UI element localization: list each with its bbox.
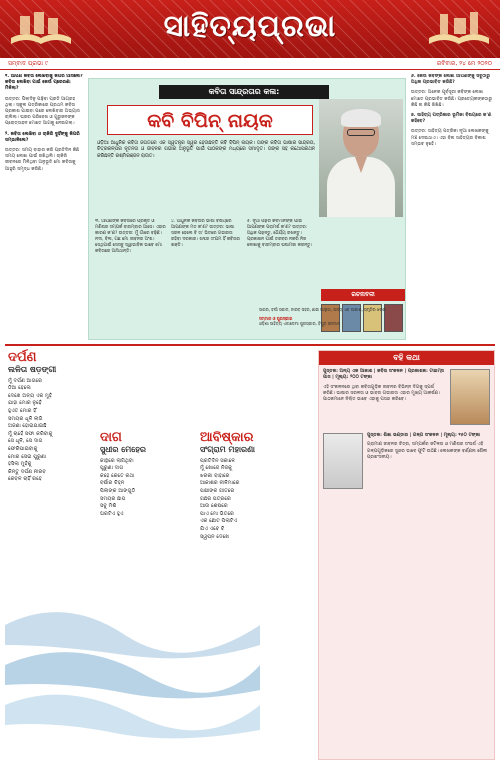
poem-line: ମୋର ସେଇ ପୁରୁଣା (8, 453, 47, 460)
open-book-icon (424, 8, 494, 50)
feature-box (88, 78, 406, 340)
poem-title: ଆବିଷ୍କାର (200, 430, 254, 445)
poem-author: ସଂଗ୍ରାମ ମହାରଣା (200, 445, 255, 454)
feature-kicker: କବିତା ସାନ୍ଦ୍ରତାର କଳା: (159, 85, 329, 99)
poem-line: ମୁଁ ଦର୍ପଣ ଆଗରେ (8, 377, 43, 384)
book-review (318, 350, 495, 760)
feature-col: ୩. ଆପଣଙ୍କ କବିତାରେ ପ୍ରକୃତି ଓ ମଣିଷର ସମ୍ପର୍କ ବାରମ୍ବାର ଆସେ। ଏହାର କାରଣ କ'ଣ? ଉତ୍ତର: ମୁଁ ଗାଁରେ ବଢ଼ିଛି। ନଦୀ, ବିଲ, ଗଛ ମୋ ଜୀବନର ଅଂଶ। ସେଥିପାଇଁ ସେସବୁ ସ୍ୱାଭାବିକ ଭାବେ ମୋ କବିତାରେ ଆସିଥାନ୍ତି। (95, 219, 166, 254)
poem-line: ଆକାଶର ନୀଳିମାରେ (200, 480, 240, 487)
question: ୧. ଆପଣ କବିତା ଲେଖିବାକୁ କିପରି ଆସିଲେ? କବିତା ଲେଖିବା ପାଇଁ କେଉଁ ପ୍ରେରଣା ମିଳିଲା? (5, 74, 83, 92)
poem-line: ଏକ ଛୋଟ ପିଲାଟିଏ (200, 518, 238, 525)
masthead (0, 0, 500, 58)
poem-line: ପକ୍ଷୀଙ୍କ ଗୀତରେ (200, 487, 235, 494)
author-photo (319, 99, 403, 217)
poem-title: ଦାଗ (100, 430, 122, 445)
poem-line: ସବୁ ମିଶି (100, 503, 117, 510)
poem-line: ପ୍ରତିଦିନ ସକାଳେ (200, 457, 236, 464)
poem-title: ଦର୍ପଣ (8, 350, 37, 365)
poem-line: ପାଏ ମୋ ଭିତରେ (200, 510, 234, 517)
poem-line: ଯାହା ମୋର ନୁହେଁ (8, 400, 42, 407)
poem-line: ଗଛର ପତ୍ରରେ (200, 495, 231, 502)
page-label: ସମ୍ବାଦ ପ୍ରଭା ୯ (8, 60, 48, 67)
answer: ଉତ୍ତର: ସାହିତ୍ୟ ପତ୍ରିକା ନୂଆ ଲେଖକଙ୍କୁ ମଞ୍ଚ ଦେଇଥାଏ। ଏହା ବିନା ସାହିତ୍ୟର ବିକାଶ ସମ୍ଭବ ନୁହେଁ। (411, 129, 489, 147)
awards-title: ସମ୍ମାନ ଓ ପୁରସ୍କାର (259, 315, 293, 321)
poem-line: କିନ୍ତୁ ଦର୍ପଣ ନୀରବ (8, 468, 46, 475)
answer: ଉତ୍ତର: ସମୟ ବାହାର କରି ପ୍ରତିଦିନ କିଛି ସମୟ ଲେଖା ପାଇଁ ରଖିଥିଲି। ଚାକିରି ଜୀବନରେ ମିଳିଥିବା ଅନୁଭୂତି ମୋ କବିତାକୁ ଆହୁରି ସମୃଦ୍ଧ କରିଛି। (5, 148, 80, 172)
poem-line: ମୁଁ ଚାହେଁ ସଫା କରିବାକୁ (8, 430, 53, 437)
feature-col: ୪. ଆଧୁନିକ କବିତାର ଭାଷା ବିଷୟରେ ଆପଣଙ୍କ ମତ କ'ଣ? ଉତ୍ତର: ଭାଷା ସରଳ ହେଲେ ବି ତା' ଭିତରେ ଗଭୀରତା ରହିବା ଦରକାର। ଶବ୍ଦର ସଂଯମ ହିଁ କବିତାର ଶକ୍ତି। (170, 219, 240, 248)
poem-author: ସୁଧୀର ମେହେର (100, 445, 146, 454)
poem-line: କାନ୍ଥରେ ଲାଗିଥିବା (100, 457, 134, 464)
answer: ଉତ୍ତର: ଅନେକ ପୂର୍ବସୂରୀ କବିଙ୍କ ଲେଖା ମୋତେ ପ୍ରଭାବିତ କରିଛି। ପ୍ରତ୍ୟେକଙ୍କଠାରୁ କିଛି ନା କିଛି ଶିଖିଛି। (411, 90, 493, 108)
question: ୭. ସାହିତ୍ୟ ପତ୍ରିକାର ଭୂମିକା ବିଷୟରେ କ'ଣ କହିବେ? (411, 113, 492, 125)
answer: ଉତ୍ତର: ପିଲାଦିନୁ ପଢ଼ିବା ପ୍ରତି ଆଗ୍ରହ ଥିଲା। ସ୍କୁଲ ପତ୍ରିକାରେ ପ୍ରଥମ କବିତା ପ୍ରକାଶ ପାଇବା ପରେ ଲେଖିବାର ଅଭ୍ୟାସ ଚାଲିଲା। ଘରର ପରିବେଶ ଓ ଗୁରୁଜନଙ୍କ ପ୍ରୋତ୍ସାହନ ମୋତେ ଆଗକୁ ନେଇଗଲା। (5, 96, 80, 127)
dateline (0, 58, 500, 70)
poem-line: ଆଉ ଶେଷରେ (200, 503, 228, 510)
poem-line: ଅଜଣା ହୋଇଯାଇଛି (8, 423, 47, 430)
review-body (319, 365, 494, 493)
review-text: ଏହି ସଂକଳନରେ ଥିବା କବିତାଗୁଡ଼ିକ ଜୀବନର ବିଭିନ୍ନ ଦିଗକୁ ସ୍ପର୍ଶ କରିଛି। ଭାଷାର ସରଳତା ଓ ଭାବର ଗଭୀରତା ଏହାର ମୁଖ୍ୟ ଆକର୍ଷଣ। ପାଠକମାନେ ନିଶ୍ଚିତ ଭାବେ ଏହାକୁ ପସନ୍ଦ କରିବେ। (323, 384, 441, 403)
poem-line: କହେ କେତେ କଥା (100, 472, 135, 479)
feature-col: ୫. ନୂଆ ପିଢ଼ିର କବିମାନଙ୍କ ପାଇଁ ଆପଣଙ୍କ ପରାମର୍ଶ କ'ଣ? ଉତ୍ତର: ଅଧିକ ପଢ଼ନ୍ତୁ, ଧୈର୍ଯ୍ୟ ରଖନ୍ତୁ। ପ୍ରକାଶନ ପାଇଁ ତରବର ନକରି ନିଜ ଲେଖାକୁ ବାରମ୍ବାର ଘଷାମଜା କରନ୍ତୁ। (246, 219, 313, 248)
review-book-info: ପୁସ୍ତକ: ଶିଖା ଭଣ୍ଡାର | ଗଳ୍ପ ସଂକଳନ | ମୂଲ୍ୟ: ୧୫୦ ଟଙ୍କା (367, 433, 481, 438)
poem-line: ଘରଟିଏ ହୁଏ (100, 510, 124, 517)
poem (8, 350, 98, 484)
poem-body (8, 378, 98, 484)
review-text: ଗ୍ରାମୀଣ ଜୀବନର ଚିତ୍ର, ସମ୍ପର୍କର ଜଟିଳତା ଓ ମଣିଷର ସଂଘର୍ଷ ଏହି ଗଳ୍ପଗୁଡ଼ିକରେ ସୁନ୍ଦର ଭାବେ ଫୁଟି ଉଠିଛି। ଲେଖକଙ୍କ ବର୍ଣ୍ଣନା ଶୈଳୀ ପ୍ରଶଂସନୀୟ। (367, 442, 488, 460)
right-column (411, 74, 495, 340)
poem-line: ସମୟର ଛାପ (100, 495, 126, 502)
question: ୬. କେଉଁ କବିଙ୍କ ଲେଖା ଆପଣଙ୍କୁ ସବୁଠାରୁ ଅଧିକ ପ୍ରଭାବିତ କରିଛି? (411, 74, 490, 86)
question: ୨. କବିତା ଲେଖିବା ଓ ଚାକିରି ଦୁହିଁଙ୍କୁ କିପରି ସମ୍ଭାଳିଲେ? (5, 131, 80, 143)
poem (100, 430, 195, 518)
poem-line: ଝରକା ବାହାରେ (200, 472, 230, 479)
poem-line: ଫେରିପାଇବାକୁ (8, 445, 38, 452)
poem-line: ସମୟର ଧୂଳି ଲାଗି (8, 415, 43, 422)
book-cover (450, 369, 490, 425)
poem-body (100, 458, 195, 519)
works-text: ସାଗର, ବର୍ଷା ସକାଳ, ନୀରବ ସହର, ଛାଇ ଆଲୁଅ, ଅନ୍ୟ ଏକ ଆକାଶ, ସ୍ମୃତିର ଝରକା (259, 307, 387, 312)
poem-line: କେବଳ ଚାହିଁ ରହେ (8, 476, 42, 483)
poem-line: ସ୍ୱପ୍ନ ଦେଖେ (200, 533, 230, 540)
masthead-title: ସାହିତ୍ୟପ୍ରଭା (163, 9, 337, 44)
awards-text: ଓଡ଼ିଶା ସାହିତ୍ୟ ଏକାଡେମୀ ପୁରସ୍କାର, ବିଷୁବ ସମ୍ମାନ (259, 321, 340, 327)
feature-intro: ଓଡ଼ିଆ ଆଧୁନିକ କବିତା ଜଗତରେ ଏକ ସ୍ୱତନ୍ତ୍ର ସ୍ୱର ହେଉଛନ୍ତି କବି ବିପିନ୍ ନାୟକ। ତାଙ୍କ କବିତା ଭାଷାର ସାନ୍ଦ୍ରତା, ଚିତ୍ରକଳ୍ପର ନୂତନତା ଓ ଜୀବନର ଗଭୀର ଅନୁଭୂତି ପାଇଁ ପାଠକଙ୍କ ମଧ୍ୟରେ ସମାଦୃତ। ତାଙ୍କ ସହ କଥୋପକଥନ କରିଛନ୍ତି ରଶ୍ମିରଞ୍ଜନ ରାଉତ। (97, 141, 315, 159)
works-title: ରଚନାବଳୀ (321, 289, 405, 301)
works-list (259, 307, 399, 327)
poem-line: ସେ ଧୂଳି, ସେ ଦାଗ (8, 438, 43, 445)
section-divider (5, 344, 495, 346)
book-cover (323, 433, 363, 489)
poem-line: ପୁରୁଣା ଦାଗ (100, 465, 124, 472)
poem-line: ପିଲାଙ୍କ ଆଙ୍ଗୁଠି (100, 487, 136, 494)
poem-line: ହସିଲା ମୁହଁକୁ (8, 461, 32, 468)
poem-body (200, 458, 310, 542)
poem (200, 430, 310, 541)
feature-headline: କବି ବିପିନ୍ ନାୟକ (107, 105, 313, 135)
poem-line: ହୁଏତ ମୋର ହିଁ (8, 407, 37, 414)
review-head: ବହି କଥା (319, 351, 494, 365)
issue-date: ରବିବାର, ୨୪ ମେ ୨୦୨୦ (436, 60, 492, 67)
poem-line: ଯିଏ ଏବେ ବି (200, 525, 225, 532)
poem-line: ଦେଖେ ଅନ୍ୟ ଏକ ମୁହଁ (8, 392, 52, 399)
poem-line: ଠିଆ ହେଲେ (8, 385, 31, 392)
poem-line: ବର୍ଷାର ଚିହ୍ନ (100, 480, 125, 487)
wave-illustration (5, 585, 260, 755)
poem-line: ମୁଁ ଖୋଜେ ନିଜକୁ (200, 465, 233, 472)
review-book-info: ପୁସ୍ତକ: ଅନ୍ୟ ଏକ ଆକାଶ | କବିତା ସଂକଳନ | ପ୍ରକାଶକ: ଟାଇମ୍ସ ପାସ | ମୂଲ୍ୟ: ୨୦୦ ଟଙ୍କା (323, 369, 444, 381)
left-column (5, 74, 83, 340)
poem-author: ଲଳିତା ଷଡ଼ଙ୍ଗୀ (8, 365, 57, 374)
